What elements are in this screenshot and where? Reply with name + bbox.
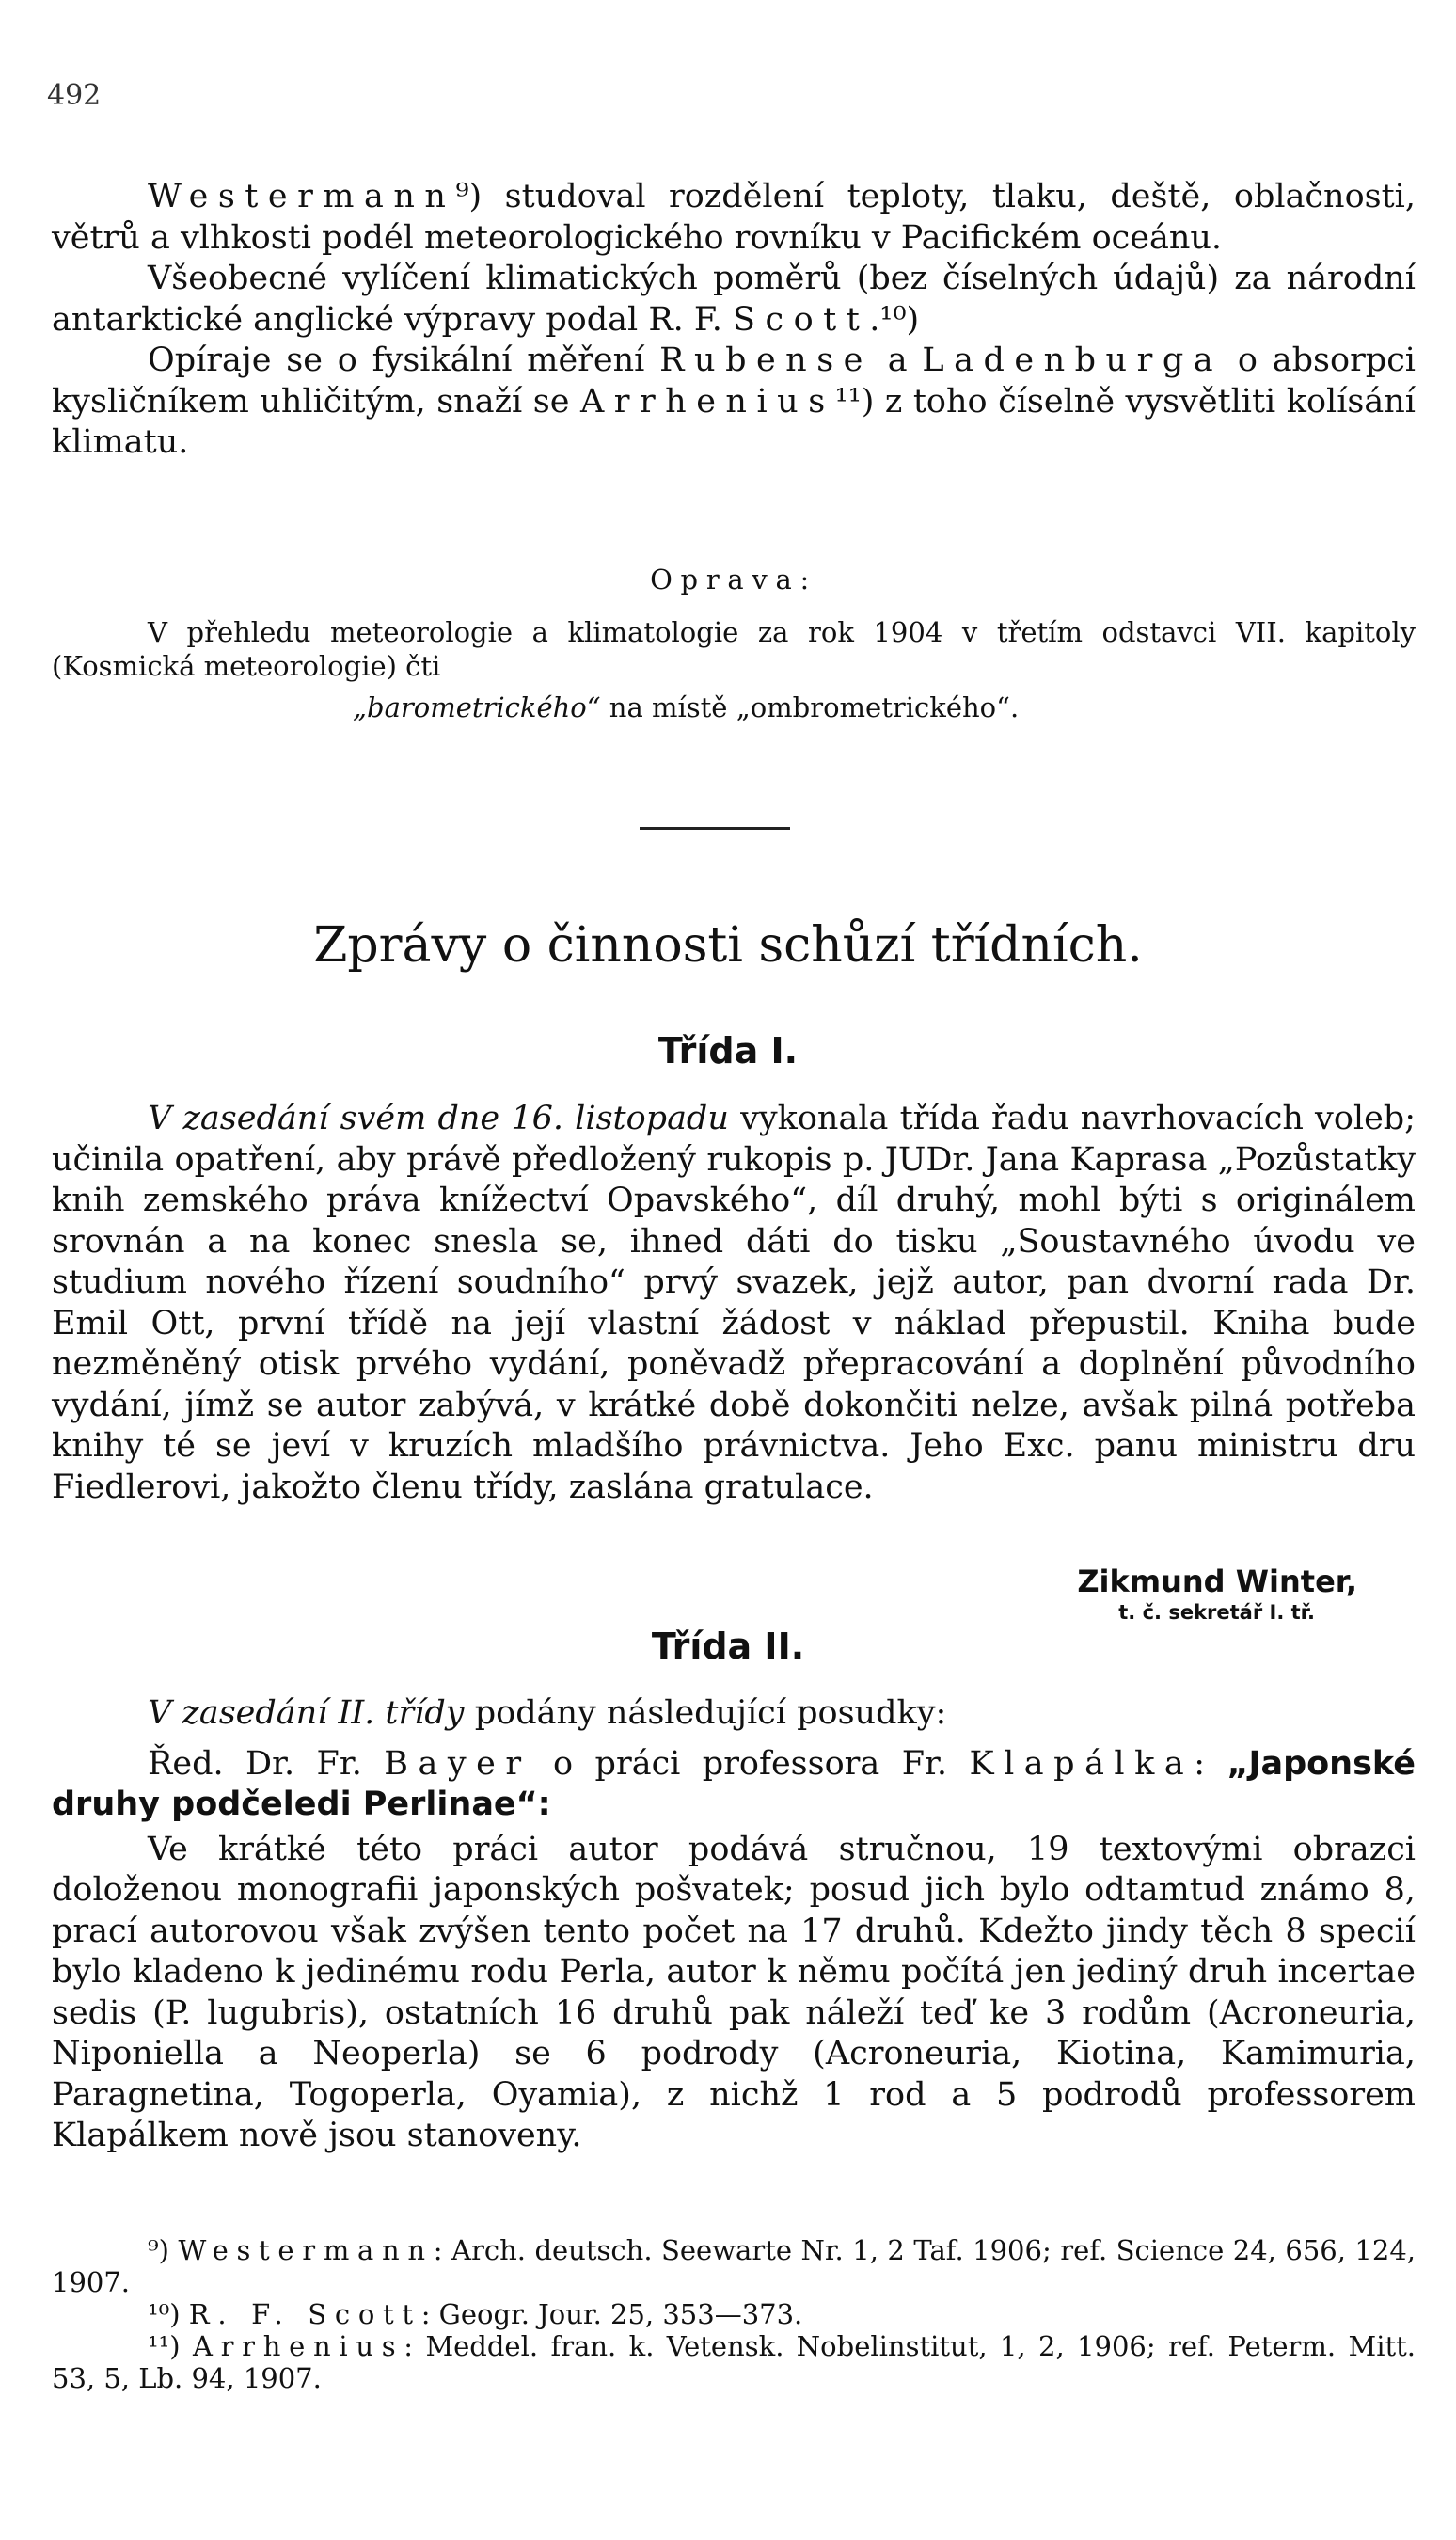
author-name: Klapálka [969, 1744, 1195, 1783]
trida-2-section [52, 1693, 1416, 2157]
paragraph-westermann [52, 177, 1416, 259]
section-title: Zprávy o činnosti schůzí třídních. [313, 917, 1143, 974]
footnote-11 [52, 2330, 1416, 2394]
oprava-text: V přehledu meteorologie a klimatologie za rok 1904 v třetím odstavci VII. kapitoly (Kosmická meteorologie) čti [52, 616, 1416, 682]
author-name: Ladenburga [922, 341, 1224, 379]
author-name: Westermann [148, 178, 456, 215]
footnote-text: : Meddel. fran. k. Vetensk. Nobelinstitut, 1, 2, 1906; ref. Peterm. Mitt. 53, 5, Lb. 94, 1907. [52, 2330, 1416, 2394]
footnote-10 [52, 2298, 1416, 2330]
footnote-mark: ¹¹) [148, 2330, 181, 2362]
author-name: Scott [733, 300, 870, 339]
paragraph-text: a [872, 341, 923, 379]
correction-term-original: „ombrometrického“. [736, 691, 1020, 723]
trida-1-section [52, 1099, 1416, 1508]
paragraph-scott [52, 259, 1416, 341]
reviewer-name: Bayer [384, 1744, 531, 1783]
footnote-author: Arrhenius [192, 2330, 404, 2362]
paragraph-review-header [52, 1744, 1416, 1826]
footnote-text: : Geogr. Jour. 25, 353—373. [420, 2298, 803, 2330]
paragraph-text: o absorpci kysličníkem uhličitým, snaží se [52, 341, 1416, 421]
lead-italic: V zasedání svém dne 16. listopadu [148, 1100, 729, 1137]
review-text: Řed. Dr. Fr. [148, 1744, 385, 1783]
footnote-ref: ⁹) [455, 178, 483, 215]
oprava-correction [52, 691, 1416, 724]
footnote-author: Westermann [178, 2234, 434, 2266]
paragraph-trida-1 [52, 1099, 1416, 1508]
footnotes [52, 2234, 1416, 2394]
footnote-9 [52, 2234, 1416, 2298]
correction-mid: na místě [600, 691, 736, 723]
paragraph-text: z toho číselně vysvětliti kolísání klimatu. [52, 382, 1416, 461]
signature-name: Zikmund Winter, [1077, 1564, 1357, 1599]
paragraph-text: vykonala třída řadu navrhovacích voleb; učinila opatření, aby právě předložený rukopis p. JUDr. Jana Kaprasa „Pozůstatky knih zemského práva knížectví Opavského“, díl druhý, mohl býti s originálem srovnán a na konec snesla se, ihned dáti do tisku „Soustavného úvodu ve studium nového řízení soudního“ prvý svazek, jejž autor, pan dvorní rada Dr. Emil Ott, první třídě na její vlastní žádost v náklad přepustil. Kniha bude nezměněný otisk prvého vydání, poněvadž přepracování a doplnění původního vydání, jímž se autor zabývá, v krátké době dokončiti nelze, avšak pilná potřeba knihy té se jeví v kruzích mladšího právnictva. Jeho Exc. panu ministru dru Fiedlerovi, jakožto členu třídy, zaslána gratulace. [52, 1100, 1416, 1506]
author-name: Arrhenius [579, 382, 835, 421]
oprava-title: Oprava: [650, 564, 817, 595]
paragraph-review-body: Ve krátké této práci autor podává stručnou, 19 textovými obrazci doloženou monografii japonských pošvatek; posud jich bylo odtamtud známo 8, prací autorovou však zvýšen tento počet na 17 druhů. Kdežto jindy těch 8 specií bylo kladeno k jedinému rodu Perla, autor k němu počítá jen jediný druh incertae sedis (P. lugubris), ostatních 16 druhů pak náleží teď ke 3 rodům (Acroneuria, Niponiella a Neoperla) se 6 podrody (Acroneuria, Kiotina, Kamimuria, Paragnetina, Togoperla, Oyamia), z nichž 1 rod a 5 podrodů professorem Klapálkem nově jsou stanoveny. [52, 1830, 1416, 2154]
paragraph-text: Opíraje se o fysikální měření [148, 341, 660, 379]
oprava-section [52, 563, 1416, 724]
page-number: 492 [47, 79, 102, 112]
footnote-text: : Arch. deutsch. Seewarte Nr. 1, 2 Taf. 1906; ref. Science 24, 656, 124, 1907. [52, 2234, 1416, 2298]
footnote-ref: .¹⁰) [869, 300, 920, 339]
lead-italic: V zasedání II. třídy [148, 1694, 465, 1732]
divider-rule [640, 827, 790, 830]
author-name: Rubense [659, 341, 873, 379]
footnote-ref: ¹¹) [834, 382, 875, 421]
correction-term: „barometrického“ [353, 691, 601, 723]
intro-paragraphs [52, 177, 1416, 464]
footnote-author: R. F. Scott [188, 2298, 421, 2330]
paragraph-text: podány následující posudky: [464, 1694, 947, 1732]
work-title: „Japonské druhy podčeledi Perlinae“: [52, 1744, 1416, 1823]
review-text: : [1194, 1744, 1227, 1783]
paragraph-trida-2-lead [52, 1693, 1416, 1735]
heading-trida-1: Třída I. [657, 1030, 799, 1072]
paragraph-arrhenius [52, 341, 1416, 464]
heading-trida-2: Třída II. [651, 1626, 805, 1667]
signature-role: t. č. sekretář I. tř. [1118, 1601, 1315, 1624]
paragraph-text: studoval rozdělení teploty, tlaku, deště, oblačnosti, větrů a vlhkosti podél meteorologického rovníku v Pacifickém oceánu. [52, 178, 1416, 257]
footnote-mark: ¹⁰) [148, 2298, 181, 2330]
paragraph-text: Všeobecné vylíčení klimatických poměrů (bez číselných údajů) za národní antarktické anglické výpravy podal R. F. [52, 260, 1416, 339]
review-text: o práci professora Fr. [530, 1744, 970, 1783]
footnote-mark: ⁹) [148, 2234, 169, 2266]
